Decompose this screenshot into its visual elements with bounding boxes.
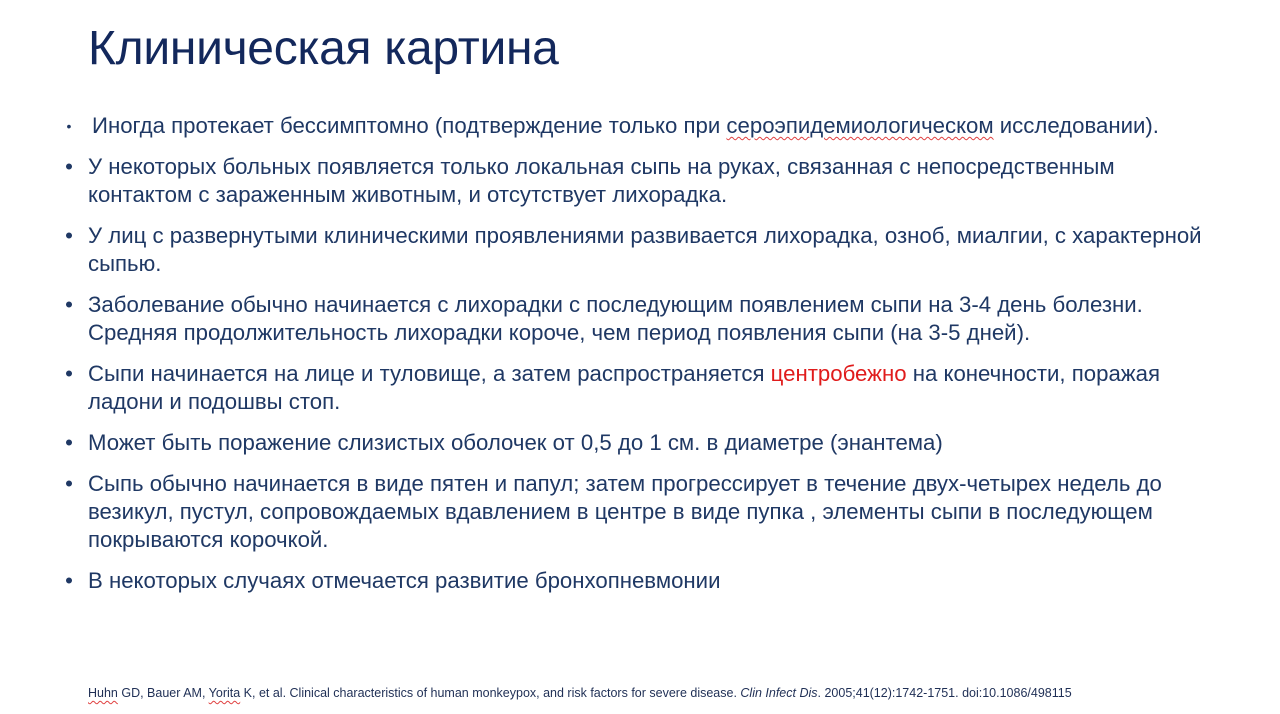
bullet-item-8 bbox=[62, 567, 1222, 595]
bullet-marker: • bbox=[65, 471, 73, 496]
bullet-marker: • bbox=[65, 292, 73, 317]
bullet-marker: • bbox=[66, 118, 72, 134]
reference-citation: Huhn GD, Bauer AM, Yorita K, et al. Clinical characteristics of human monkeypox, and risk factors for severe disease. Clin Infect Dis. 2005;41(12):1742-1751. doi:10.1086/498115 bbox=[88, 686, 1072, 700]
bullet-item-2 bbox=[62, 153, 1222, 209]
bullet-marker: • bbox=[65, 430, 73, 455]
slide-title: Клиническая картина bbox=[88, 22, 559, 75]
bullet-item-7 bbox=[62, 470, 1222, 554]
spellcheck-word: сероэпидемиологическом bbox=[726, 113, 994, 138]
bullet-item-3 bbox=[62, 222, 1222, 278]
bullet-marker: • bbox=[65, 361, 73, 386]
bullet-text: Иногда протекает бессимптомно (подтверждение только при сероэпидемиологическом исследовании). bbox=[92, 113, 1159, 138]
bullet-text: У некоторых больных появляется только локальная сыпь на руках, связанная с непосредственным контактом с зараженным животным, и отсутствует лихорадка. bbox=[88, 154, 1115, 207]
bullet-text: В некоторых случаях отмечается развитие бронхопневмонии bbox=[88, 568, 721, 593]
bullet-text: Может быть поражение слизистых оболочек от 0,5 до 1 см. в диаметре (энантема) bbox=[88, 430, 943, 455]
bullet-marker: • bbox=[65, 154, 73, 179]
bullet-list bbox=[62, 112, 1222, 608]
bullet-text: У лиц с развернутыми клиническими проявлениями развивается лихорадка, озноб, миалгии, с характерной сыпью. bbox=[88, 223, 1202, 276]
bullet-item-4 bbox=[62, 291, 1222, 347]
citation-author: Huhn bbox=[88, 686, 118, 700]
citation-journal: Clin Infect Dis bbox=[740, 686, 818, 700]
bullet-item-6 bbox=[62, 429, 1222, 457]
bullet-marker: • bbox=[65, 568, 73, 593]
bullet-marker: • bbox=[65, 223, 73, 248]
highlighted-word: центробежно bbox=[770, 361, 907, 386]
bullet-text: Заболевание обычно начинается с лихорадки с последующим появлением сыпи на 3-4 день болезни. Средняя продолжительность лихорадки короче, чем период появления сыпи (на 3-5 дней). bbox=[88, 292, 1143, 345]
bullet-item-1 bbox=[62, 112, 1222, 140]
bullet-item-5 bbox=[62, 360, 1222, 416]
bullet-text: Сыпь обычно начинается в виде пятен и папул; затем прогрессирует в течение двух-четырех недель до везикул, пустул, сопровождаемых вдавлением в центре в виде пупка , элементы сыпи в последующем покрываются корочкой. bbox=[88, 471, 1162, 552]
bullet-text: Сыпи начинается на лице и туловище, а затем распространяется центробежно на конечности, поражая ладони и подошвы стоп. bbox=[88, 361, 1160, 414]
citation-author: Yorita bbox=[208, 686, 241, 700]
